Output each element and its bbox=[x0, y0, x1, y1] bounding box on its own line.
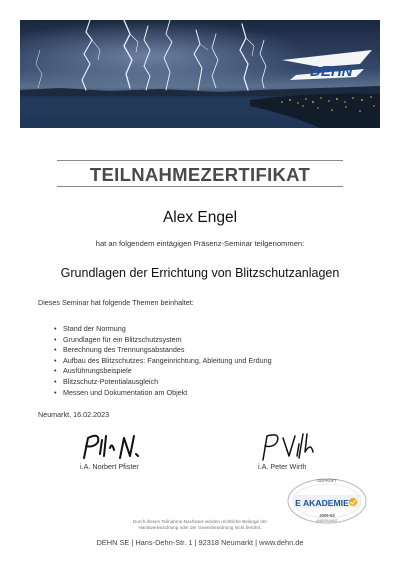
participant-name: Alex Engel bbox=[162, 209, 238, 226]
handwritten-signature-left bbox=[78, 428, 158, 464]
legal-note bbox=[0, 519, 400, 531]
topic-item: • Ausführungsbeispiele bbox=[54, 366, 272, 377]
seal-top-text: GEPRÜFT bbox=[316, 478, 337, 483]
signer-right: i.A. Peter Wirth bbox=[258, 462, 307, 471]
place-date: Neumarkt, 16.02.2023 bbox=[38, 410, 110, 419]
legal-note-line-2: Handwerksordnung oder der Gewerbeordnung nicht berührt. bbox=[138, 525, 262, 531]
signer-left: i.A. Norbert Pfister bbox=[80, 462, 139, 471]
title-top-rule bbox=[57, 160, 343, 161]
seal-bottom-text: ANERKANNT bbox=[316, 519, 338, 523]
topic-item: • Messen und Dokumentation am Objekt bbox=[54, 388, 272, 399]
seal-name: E AKADEMIE bbox=[295, 498, 349, 508]
topics-list bbox=[54, 324, 272, 398]
participation-statement: hat an folgendem eintägigen Präsenz-Seminar teilgenommen: bbox=[95, 239, 305, 248]
header-banner bbox=[20, 20, 380, 128]
topic-item: • Grundlagen für ein Blitzschutzsystem bbox=[54, 335, 272, 346]
topics-intro: Dieses Seminar hat folgende Themen beinhaltet: bbox=[38, 298, 194, 307]
lightning-photo bbox=[20, 20, 380, 128]
e-akademie-seal bbox=[287, 478, 367, 524]
topic-item: • Aufbau des Blitzschutzes: Fangeinrichtung, Ableitung und Erdung bbox=[54, 356, 272, 367]
title-bottom-rule bbox=[57, 186, 343, 187]
topic-item: • Blitzschutz-Potentialausgleich bbox=[54, 377, 272, 388]
topic-item: • Stand der Normung bbox=[54, 324, 272, 335]
legal-note-line-1: Durch diesen Teilnahme-Nachweis werden rechtliche Belange der bbox=[133, 519, 267, 524]
seminar-title: Grundlagen der Errichtung von Blitzschutzanlagen bbox=[60, 266, 340, 280]
seal-years: 2009-53 bbox=[319, 513, 335, 518]
topic-item: • Berechnung des Trennungsabstandes bbox=[54, 345, 272, 356]
handwritten-signature-right bbox=[255, 428, 325, 464]
certificate-title: TEILNAHMEZERTIFIKAT bbox=[89, 164, 311, 185]
footer-address: DEHN SE | Hans-Dehn-Str. 1 | 92318 Neumarkt | www.dehn.de bbox=[96, 538, 304, 547]
dehn-logo-text: DEHN bbox=[310, 63, 353, 80]
